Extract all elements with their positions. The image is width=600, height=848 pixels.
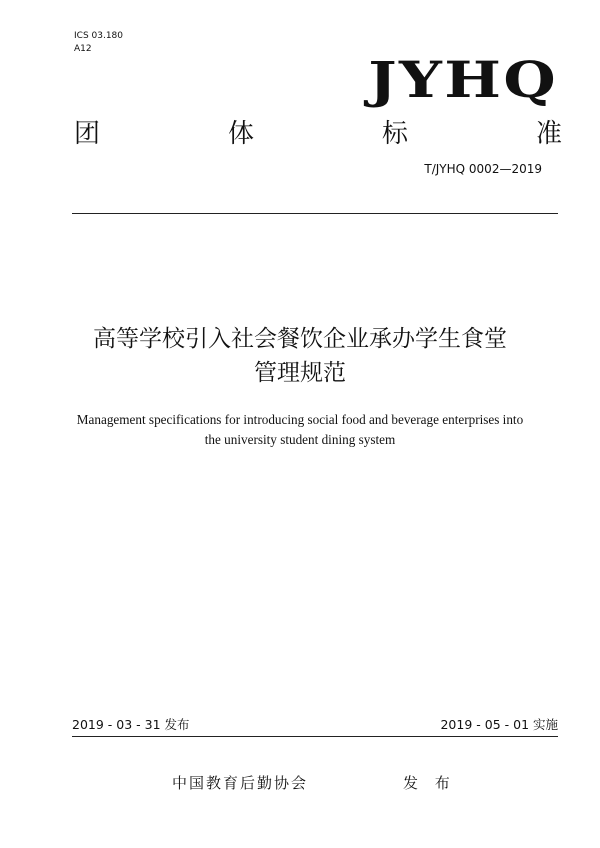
publisher-name: 中国教育后勤协会 <box>172 774 309 792</box>
implement-date: 2019 - 05 - 01 实施 <box>440 717 558 732</box>
ics-code: ICS 03.180 <box>74 31 124 41</box>
publish-label: 发 布 <box>403 774 456 792</box>
title-chinese-line-1: 高等学校引入社会餐饮企业承办学生食堂 <box>93 326 507 352</box>
standard-code: T/JYHQ 0002—2019 <box>424 162 542 176</box>
header-divider <box>72 213 558 214</box>
standard-type <box>74 114 562 148</box>
standard-type-char-4: 准 <box>535 118 562 149</box>
title-english-line-1: Management specifications for introducing social food and beverage enterprises into <box>76 412 524 427</box>
date-row <box>72 716 558 737</box>
ccs-code: A12 <box>74 44 92 54</box>
issue-date: 2019 - 03 - 31 发布 <box>72 717 190 732</box>
title-chinese <box>40 322 560 390</box>
standard-type-char-2: 体 <box>227 118 254 149</box>
title-chinese-line-2: 管理规范 <box>254 360 346 386</box>
title-english <box>40 410 560 450</box>
ics-block <box>74 30 123 56</box>
standard-type-char-1: 团 <box>74 118 101 149</box>
jyhq-logo: JYHQ <box>368 50 558 109</box>
standard-type-char-3: 标 <box>381 118 408 149</box>
title-english-line-2: the university student dining system <box>204 432 396 447</box>
